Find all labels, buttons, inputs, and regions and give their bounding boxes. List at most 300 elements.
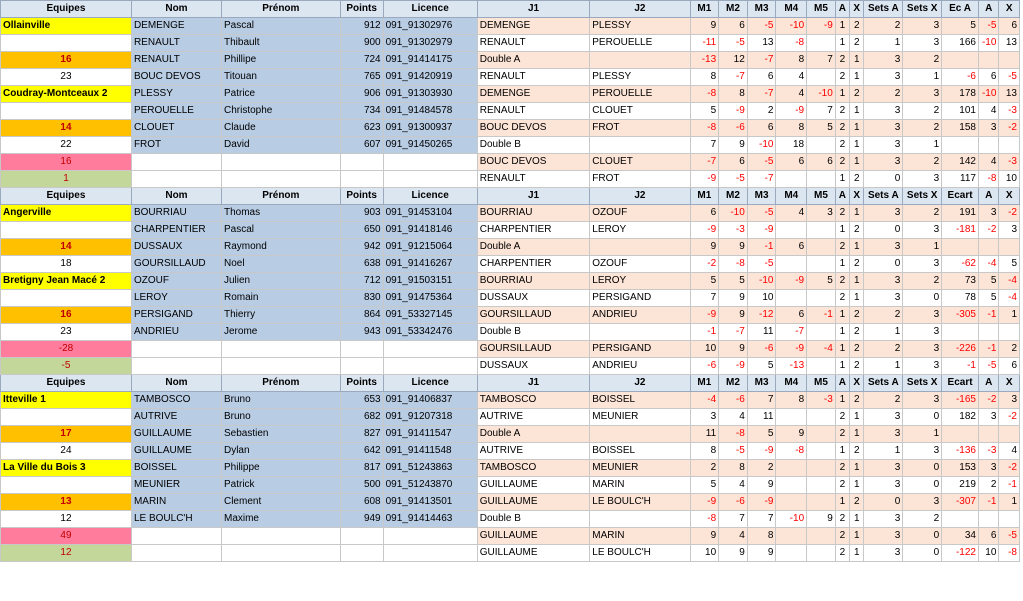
player-prenom[interactable]: Bruno (221, 392, 340, 409)
result-x[interactable]: 1 (850, 239, 864, 256)
delta-x[interactable]: 10 (999, 171, 1020, 188)
ecart-value[interactable]: -226 (942, 341, 979, 358)
player-prenom[interactable]: Maxime (221, 511, 340, 528)
set-score-m1[interactable]: -8 (690, 86, 719, 103)
set-score-m1[interactable]: -9 (690, 494, 719, 511)
result-x[interactable]: 1 (850, 137, 864, 154)
delta-x[interactable] (999, 239, 1020, 256)
result-x[interactable]: 1 (850, 154, 864, 171)
set-score-m3[interactable]: -9 (747, 222, 776, 239)
set-score-m3[interactable]: 2 (747, 103, 776, 120)
sets-x[interactable]: 3 (903, 358, 942, 375)
match-j1[interactable]: BOUC DEVOS (477, 120, 590, 137)
match-j1[interactable]: RENAULT (477, 103, 590, 120)
match-j1[interactable]: Double B (477, 511, 590, 528)
player-prenom[interactable]: Thomas (221, 205, 340, 222)
set-score-m1[interactable]: 3 (690, 409, 719, 426)
set-score-m4[interactable]: -8 (776, 443, 807, 460)
set-score-m2[interactable]: 6 (719, 18, 748, 35)
result-a[interactable]: 1 (835, 443, 849, 460)
set-score-m5[interactable]: -4 (807, 341, 836, 358)
set-score-m1[interactable]: -2 (690, 256, 719, 273)
team-cell[interactable]: 23 (1, 324, 132, 341)
team-cell[interactable]: 17 (1, 426, 132, 443)
result-a[interactable]: 2 (835, 545, 849, 562)
delta-a[interactable]: -1 (978, 494, 998, 511)
team-cell[interactable]: 14 (1, 120, 132, 137)
sets-a[interactable]: 3 (864, 477, 903, 494)
player-points[interactable] (340, 528, 383, 545)
delta-a[interactable]: -2 (978, 392, 998, 409)
player-licence[interactable]: 091_91418146 (383, 222, 477, 239)
sets-a[interactable]: 3 (864, 545, 903, 562)
ecart-value[interactable]: -6 (942, 69, 979, 86)
delta-x[interactable] (999, 324, 1020, 341)
set-score-m2[interactable]: -9 (719, 358, 748, 375)
ecart-value[interactable]: 153 (942, 460, 979, 477)
set-score-m5[interactable] (807, 528, 836, 545)
ecart-value[interactable] (942, 137, 979, 154)
result-a[interactable]: 2 (835, 52, 849, 69)
set-score-m1[interactable]: 9 (690, 528, 719, 545)
team-cell[interactable]: 49 (1, 528, 132, 545)
player-points[interactable]: 864 (340, 307, 383, 324)
player-prenom[interactable]: Noel (221, 256, 340, 273)
match-j1[interactable]: RENAULT (477, 171, 590, 188)
ecart-value[interactable]: 5 (942, 18, 979, 35)
set-score-m3[interactable]: 5 (747, 358, 776, 375)
set-score-m4[interactable]: 4 (776, 205, 807, 222)
match-j1[interactable]: AUTRIVE (477, 443, 590, 460)
player-licence[interactable]: 091_51243870 (383, 477, 477, 494)
sets-x[interactable]: 2 (903, 511, 942, 528)
sets-x[interactable]: 3 (903, 341, 942, 358)
match-j1[interactable]: DUSSAUX (477, 358, 590, 375)
set-score-m3[interactable]: -9 (747, 443, 776, 460)
sets-a[interactable]: 1 (864, 324, 903, 341)
set-score-m2[interactable]: -5 (719, 443, 748, 460)
team-cell[interactable]: -5 (1, 358, 132, 375)
ecart-value[interactable] (942, 511, 979, 528)
player-prenom[interactable]: Thierry (221, 307, 340, 324)
match-j2[interactable] (590, 511, 690, 528)
result-x[interactable]: 1 (850, 477, 864, 494)
player-licence[interactable] (383, 545, 477, 562)
delta-x[interactable] (999, 137, 1020, 154)
player-points[interactable]: 817 (340, 460, 383, 477)
ecart-value[interactable]: 191 (942, 205, 979, 222)
match-j1[interactable]: Double B (477, 324, 590, 341)
team-cell[interactable]: 12 (1, 511, 132, 528)
player-licence[interactable]: 091_91413501 (383, 494, 477, 511)
result-x[interactable]: 1 (850, 511, 864, 528)
sets-a[interactable]: 0 (864, 256, 903, 273)
sets-x[interactable]: 2 (903, 154, 942, 171)
player-prenom[interactable]: Julien (221, 273, 340, 290)
set-score-m1[interactable]: 10 (690, 341, 719, 358)
ecart-value[interactable]: -307 (942, 494, 979, 511)
match-j2[interactable] (590, 324, 690, 341)
set-score-m1[interactable]: -9 (690, 307, 719, 324)
delta-a[interactable]: -1 (978, 307, 998, 324)
result-x[interactable]: 2 (850, 324, 864, 341)
set-score-m3[interactable]: 2 (747, 460, 776, 477)
match-j2[interactable]: MEUNIER (590, 460, 690, 477)
delta-x[interactable]: 3 (999, 222, 1020, 239)
ecart-value[interactable]: 78 (942, 290, 979, 307)
result-a[interactable]: 1 (835, 86, 849, 103)
team-cell[interactable]: Itteville 1 (1, 392, 132, 409)
set-score-m2[interactable]: -5 (719, 171, 748, 188)
sets-x[interactable]: 1 (903, 426, 942, 443)
delta-a[interactable] (978, 239, 998, 256)
set-score-m5[interactable] (807, 494, 836, 511)
match-j1[interactable]: GOURSILLAUD (477, 341, 590, 358)
set-score-m3[interactable]: -5 (747, 256, 776, 273)
match-j1[interactable]: Double A (477, 239, 590, 256)
sets-x[interactable]: 3 (903, 392, 942, 409)
player-points[interactable]: 650 (340, 222, 383, 239)
sets-a[interactable]: 3 (864, 69, 903, 86)
player-licence[interactable] (383, 528, 477, 545)
match-j2[interactable]: PEROUELLE (590, 35, 690, 52)
delta-a[interactable]: 4 (978, 103, 998, 120)
result-a[interactable]: 2 (835, 205, 849, 222)
sets-a[interactable]: 3 (864, 409, 903, 426)
player-nom[interactable]: GOURSILLAUD (131, 256, 221, 273)
match-j2[interactable]: CLOUET (590, 154, 690, 171)
player-nom[interactable]: BOURRIAU (131, 205, 221, 222)
result-a[interactable]: 2 (835, 273, 849, 290)
result-x[interactable]: 2 (850, 222, 864, 239)
set-score-m5[interactable] (807, 256, 836, 273)
player-prenom[interactable] (221, 154, 340, 171)
team-cell[interactable]: 16 (1, 52, 132, 69)
result-a[interactable]: 1 (835, 324, 849, 341)
team-cell[interactable] (1, 35, 132, 52)
ecart-value[interactable]: -305 (942, 307, 979, 324)
delta-a[interactable]: 6 (978, 69, 998, 86)
ecart-value[interactable]: 73 (942, 273, 979, 290)
result-x[interactable]: 1 (850, 426, 864, 443)
set-score-m4[interactable]: -13 (776, 358, 807, 375)
match-j2[interactable]: LEROY (590, 222, 690, 239)
player-licence[interactable]: 091_91411548 (383, 443, 477, 460)
player-licence[interactable]: 091_91450265 (383, 137, 477, 154)
match-j1[interactable]: RENAULT (477, 35, 590, 52)
ecart-value[interactable] (942, 52, 979, 69)
set-score-m1[interactable]: 8 (690, 69, 719, 86)
player-points[interactable] (340, 171, 383, 188)
player-prenom[interactable]: Sebastien (221, 426, 340, 443)
set-score-m1[interactable]: 8 (690, 443, 719, 460)
delta-a[interactable]: 3 (978, 460, 998, 477)
ecart-value[interactable] (942, 239, 979, 256)
sets-a[interactable]: 3 (864, 103, 903, 120)
set-score-m3[interactable]: 8 (747, 528, 776, 545)
match-j1[interactable]: DEMENGE (477, 86, 590, 103)
set-score-m3[interactable]: -10 (747, 137, 776, 154)
set-score-m4[interactable] (776, 409, 807, 426)
match-j2[interactable] (590, 137, 690, 154)
set-score-m2[interactable]: 4 (719, 409, 748, 426)
delta-a[interactable]: -10 (978, 35, 998, 52)
ecart-value[interactable]: -62 (942, 256, 979, 273)
match-j2[interactable]: MARIN (590, 528, 690, 545)
result-a[interactable]: 1 (835, 256, 849, 273)
delta-x[interactable] (999, 52, 1020, 69)
set-score-m3[interactable]: 11 (747, 324, 776, 341)
sets-x[interactable]: 3 (903, 324, 942, 341)
result-x[interactable]: 1 (850, 69, 864, 86)
ecart-value[interactable]: 219 (942, 477, 979, 494)
team-cell[interactable]: La Ville du Bois 3 (1, 460, 132, 477)
team-cell[interactable]: Bretigny Jean Macé 2 (1, 273, 132, 290)
set-score-m5[interactable] (807, 290, 836, 307)
sets-x[interactable]: 3 (903, 18, 942, 35)
set-score-m3[interactable]: -1 (747, 239, 776, 256)
player-licence[interactable]: 091_53327145 (383, 307, 477, 324)
player-nom[interactable]: DEMENGE (131, 18, 221, 35)
match-j2[interactable]: MARIN (590, 477, 690, 494)
ecart-value[interactable]: 34 (942, 528, 979, 545)
player-nom[interactable]: LEROY (131, 290, 221, 307)
player-prenom[interactable]: Pascal (221, 18, 340, 35)
delta-x[interactable]: -4 (999, 290, 1020, 307)
result-x[interactable]: 2 (850, 35, 864, 52)
set-score-m1[interactable]: -1 (690, 324, 719, 341)
set-score-m1[interactable]: 9 (690, 18, 719, 35)
player-licence[interactable] (383, 358, 477, 375)
match-j2[interactable] (590, 239, 690, 256)
set-score-m5[interactable]: -1 (807, 307, 836, 324)
player-licence[interactable]: 091_91453104 (383, 205, 477, 222)
set-score-m4[interactable] (776, 171, 807, 188)
delta-x[interactable]: 1 (999, 494, 1020, 511)
set-score-m1[interactable]: -8 (690, 511, 719, 528)
player-nom[interactable]: CLOUET (131, 120, 221, 137)
sets-a[interactable]: 2 (864, 86, 903, 103)
set-score-m3[interactable]: -7 (747, 86, 776, 103)
team-cell[interactable]: Coudray-Montceaux 2 (1, 86, 132, 103)
set-score-m3[interactable]: -7 (747, 171, 776, 188)
player-points[interactable]: 607 (340, 137, 383, 154)
match-j2[interactable]: FROT (590, 120, 690, 137)
player-prenom[interactable]: Claude (221, 120, 340, 137)
result-x[interactable]: 1 (850, 409, 864, 426)
result-x[interactable]: 2 (850, 443, 864, 460)
set-score-m3[interactable]: 11 (747, 409, 776, 426)
set-score-m5[interactable] (807, 460, 836, 477)
set-score-m2[interactable]: 8 (719, 460, 748, 477)
set-score-m4[interactable]: 8 (776, 120, 807, 137)
result-x[interactable]: 2 (850, 392, 864, 409)
set-score-m1[interactable]: -6 (690, 358, 719, 375)
match-j1[interactable]: TAMBOSCO (477, 460, 590, 477)
sets-a[interactable]: 3 (864, 511, 903, 528)
team-cell[interactable]: 12 (1, 545, 132, 562)
result-x[interactable]: 1 (850, 528, 864, 545)
player-points[interactable]: 906 (340, 86, 383, 103)
player-licence[interactable]: 091_91411547 (383, 426, 477, 443)
player-licence[interactable]: 091_91207318 (383, 409, 477, 426)
player-prenom[interactable]: Christophe (221, 103, 340, 120)
match-j2[interactable]: BOISSEL (590, 443, 690, 460)
player-points[interactable]: 912 (340, 18, 383, 35)
match-j1[interactable]: DEMENGE (477, 18, 590, 35)
set-score-m3[interactable]: 9 (747, 545, 776, 562)
result-a[interactable]: 2 (835, 426, 849, 443)
set-score-m5[interactable] (807, 443, 836, 460)
result-a[interactable]: 2 (835, 511, 849, 528)
delta-x[interactable]: -2 (999, 409, 1020, 426)
match-j2[interactable]: FROT (590, 171, 690, 188)
delta-x[interactable]: -1 (999, 477, 1020, 494)
player-licence[interactable]: 091_91414463 (383, 511, 477, 528)
delta-a[interactable] (978, 511, 998, 528)
team-cell[interactable]: 16 (1, 307, 132, 324)
player-prenom[interactable]: Pascal (221, 222, 340, 239)
sets-a[interactable]: 0 (864, 494, 903, 511)
set-score-m1[interactable]: -13 (690, 52, 719, 69)
match-j2[interactable]: PLESSY (590, 18, 690, 35)
set-score-m5[interactable] (807, 545, 836, 562)
set-score-m4[interactable] (776, 460, 807, 477)
player-nom[interactable] (131, 358, 221, 375)
delta-x[interactable]: -2 (999, 120, 1020, 137)
result-x[interactable]: 1 (850, 205, 864, 222)
set-score-m2[interactable]: 9 (719, 307, 748, 324)
delta-x[interactable]: 13 (999, 86, 1020, 103)
result-a[interactable]: 2 (835, 154, 849, 171)
ecart-value[interactable]: 178 (942, 86, 979, 103)
sets-x[interactable]: 2 (903, 52, 942, 69)
match-j1[interactable]: GOURSILLAUD (477, 307, 590, 324)
set-score-m2[interactable]: -8 (719, 426, 748, 443)
player-prenom[interactable]: Jerome (221, 324, 340, 341)
player-licence[interactable]: 091_91215064 (383, 239, 477, 256)
match-j1[interactable]: GUILLAUME (477, 528, 590, 545)
player-prenom[interactable]: Clement (221, 494, 340, 511)
player-nom[interactable]: CHARPENTIER (131, 222, 221, 239)
sets-x[interactable]: 2 (903, 205, 942, 222)
sets-x[interactable]: 1 (903, 137, 942, 154)
player-prenom[interactable]: Phillipe (221, 52, 340, 69)
set-score-m3[interactable]: 6 (747, 69, 776, 86)
player-nom[interactable]: PEROUELLE (131, 103, 221, 120)
ecart-value[interactable]: 101 (942, 103, 979, 120)
player-nom[interactable]: BOUC DEVOS (131, 69, 221, 86)
sets-a[interactable]: 1 (864, 358, 903, 375)
set-score-m2[interactable]: 9 (719, 137, 748, 154)
player-nom[interactable]: DUSSAUX (131, 239, 221, 256)
match-j2[interactable] (590, 426, 690, 443)
delta-x[interactable]: -2 (999, 460, 1020, 477)
player-licence[interactable]: 091_91303930 (383, 86, 477, 103)
player-prenom[interactable]: Thibault (221, 35, 340, 52)
team-cell[interactable]: 14 (1, 239, 132, 256)
delta-x[interactable]: 3 (999, 392, 1020, 409)
sets-x[interactable]: 3 (903, 86, 942, 103)
match-j2[interactable]: LE BOULC'H (590, 494, 690, 511)
set-score-m4[interactable]: 9 (776, 426, 807, 443)
player-nom[interactable]: MARIN (131, 494, 221, 511)
team-cell[interactable]: 18 (1, 256, 132, 273)
team-cell[interactable]: Angerville (1, 205, 132, 222)
result-a[interactable]: 1 (835, 222, 849, 239)
player-prenom[interactable]: Titouan (221, 69, 340, 86)
set-score-m5[interactable] (807, 171, 836, 188)
match-j1[interactable]: CHARPENTIER (477, 256, 590, 273)
player-prenom[interactable]: Patrick (221, 477, 340, 494)
player-prenom[interactable] (221, 341, 340, 358)
result-a[interactable]: 1 (835, 392, 849, 409)
set-score-m2[interactable]: -3 (719, 222, 748, 239)
set-score-m5[interactable]: -9 (807, 18, 836, 35)
set-score-m3[interactable]: -6 (747, 341, 776, 358)
set-score-m5[interactable] (807, 69, 836, 86)
sets-a[interactable]: 3 (864, 205, 903, 222)
delta-a[interactable]: 5 (978, 290, 998, 307)
set-score-m4[interactable]: -10 (776, 18, 807, 35)
set-score-m2[interactable]: -7 (719, 69, 748, 86)
player-nom[interactable] (131, 171, 221, 188)
player-prenom[interactable] (221, 171, 340, 188)
delta-x[interactable] (999, 426, 1020, 443)
ecart-value[interactable]: -122 (942, 545, 979, 562)
set-score-m2[interactable]: 9 (719, 341, 748, 358)
delta-a[interactable] (978, 426, 998, 443)
delta-a[interactable]: -3 (978, 443, 998, 460)
player-points[interactable]: 638 (340, 256, 383, 273)
player-nom[interactable]: ANDRIEU (131, 324, 221, 341)
player-prenom[interactable]: Romain (221, 290, 340, 307)
team-cell[interactable]: 13 (1, 494, 132, 511)
player-points[interactable]: 712 (340, 273, 383, 290)
delta-a[interactable]: 4 (978, 154, 998, 171)
ecart-value[interactable] (942, 426, 979, 443)
delta-x[interactable]: 6 (999, 358, 1020, 375)
set-score-m5[interactable] (807, 324, 836, 341)
set-score-m2[interactable]: 9 (719, 545, 748, 562)
match-j2[interactable]: PEROUELLE (590, 86, 690, 103)
set-score-m2[interactable]: -9 (719, 103, 748, 120)
player-licence[interactable]: 091_91406837 (383, 392, 477, 409)
set-score-m2[interactable]: 6 (719, 154, 748, 171)
match-j1[interactable]: Double B (477, 137, 590, 154)
player-licence[interactable] (383, 154, 477, 171)
ecart-value[interactable]: 142 (942, 154, 979, 171)
sets-x[interactable]: 0 (903, 477, 942, 494)
result-a[interactable]: 1 (835, 358, 849, 375)
sets-a[interactable]: 0 (864, 222, 903, 239)
player-nom[interactable]: PLESSY (131, 86, 221, 103)
player-prenom[interactable] (221, 358, 340, 375)
result-x[interactable]: 2 (850, 307, 864, 324)
set-score-m3[interactable]: 6 (747, 120, 776, 137)
result-x[interactable]: 2 (850, 86, 864, 103)
set-score-m3[interactable]: 7 (747, 511, 776, 528)
delta-a[interactable] (978, 137, 998, 154)
delta-x[interactable]: 5 (999, 256, 1020, 273)
ecart-value[interactable]: 158 (942, 120, 979, 137)
sets-x[interactable]: 0 (903, 409, 942, 426)
delta-a[interactable]: 10 (978, 545, 998, 562)
result-a[interactable]: 2 (835, 528, 849, 545)
sets-x[interactable]: 2 (903, 120, 942, 137)
player-nom[interactable]: RENAULT (131, 35, 221, 52)
set-score-m3[interactable]: -7 (747, 52, 776, 69)
